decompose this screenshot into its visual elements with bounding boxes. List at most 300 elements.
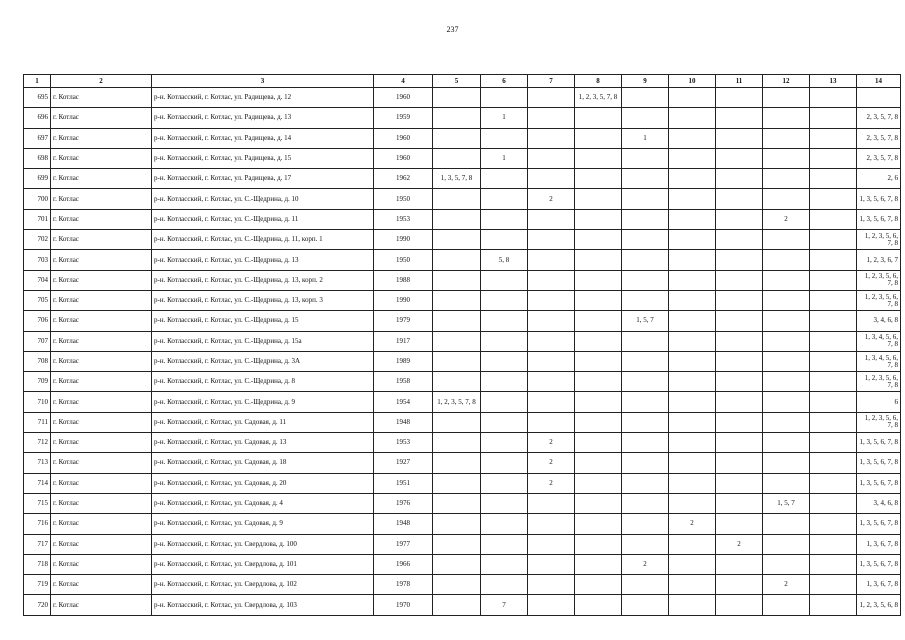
address-cell: р-н. Котласский, г. Котлас, ул. С.-Щедрина, д. 15 xyxy=(152,311,374,331)
row-number-cell: 712 xyxy=(24,433,51,453)
year-cell: 1950 xyxy=(374,189,433,209)
col-9-cell xyxy=(622,148,669,168)
column-header: 13 xyxy=(810,75,857,88)
col-8-cell xyxy=(575,311,622,331)
col-6-cell xyxy=(481,514,528,534)
address-cell: р-н. Котласский, г. Котлас, ул. С.-Щедрина, д. 13 xyxy=(152,250,374,270)
city-cell: г. Котлас xyxy=(51,108,152,128)
col-7-cell xyxy=(528,412,575,432)
col-7-cell: 2 xyxy=(528,433,575,453)
col-12-cell xyxy=(763,473,810,493)
table-row xyxy=(24,148,901,168)
col-8-cell xyxy=(575,209,622,229)
row-number-cell: 696 xyxy=(24,108,51,128)
col-8-cell xyxy=(575,473,622,493)
col-7-cell xyxy=(528,290,575,310)
row-number-cell: 698 xyxy=(24,148,51,168)
column-header: 9 xyxy=(622,75,669,88)
col-8-cell xyxy=(575,514,622,534)
col-7-cell xyxy=(528,575,575,595)
col-10-cell xyxy=(669,169,716,189)
col-6-cell xyxy=(481,128,528,148)
column-header: 11 xyxy=(716,75,763,88)
col-5-cell xyxy=(433,493,481,513)
col-13-cell xyxy=(810,311,857,331)
column-header: 5 xyxy=(433,75,481,88)
col-12-cell xyxy=(763,169,810,189)
col-7-cell: 2 xyxy=(528,473,575,493)
address-cell: р-н. Котласский, г. Котлас, ул. С.-Щедрина, д. 9 xyxy=(152,392,374,412)
year-cell: 1954 xyxy=(374,392,433,412)
address-cell: р-н. Котласский, г. Котлас, ул. Свердлова, д. 100 xyxy=(152,534,374,554)
year-cell: 1978 xyxy=(374,575,433,595)
col-10-cell xyxy=(669,351,716,371)
col-11-cell xyxy=(716,189,763,209)
column-header: 14 xyxy=(857,75,901,88)
row-number-cell: 705 xyxy=(24,290,51,310)
col-5-cell xyxy=(433,534,481,554)
column-header: 4 xyxy=(374,75,433,88)
col-8-cell xyxy=(575,392,622,412)
col-12-cell xyxy=(763,331,810,351)
year-cell: 1951 xyxy=(374,473,433,493)
row-number-cell: 703 xyxy=(24,250,51,270)
year-cell: 1948 xyxy=(374,412,433,432)
col-13-cell xyxy=(810,514,857,534)
col-7-cell xyxy=(528,88,575,108)
col-7-cell xyxy=(528,169,575,189)
table-row xyxy=(24,311,901,331)
year-cell: 1962 xyxy=(374,169,433,189)
city-cell: г. Котлас xyxy=(51,493,152,513)
column-header: 3 xyxy=(152,75,374,88)
col-6-cell xyxy=(481,453,528,473)
col-12-cell xyxy=(763,433,810,453)
col-14-cell: 1, 2, 3, 5, 6, 7, 8 xyxy=(857,270,901,290)
address-cell: р-н. Котласский, г. Котлас, ул. С.-Щедрина, д. 15а xyxy=(152,331,374,351)
col-8-cell xyxy=(575,331,622,351)
col-13-cell xyxy=(810,88,857,108)
col-11-cell xyxy=(716,209,763,229)
row-number-cell: 708 xyxy=(24,351,51,371)
col-14-cell: 1, 2, 3, 5, 6, 8 xyxy=(857,595,901,615)
col-13-cell xyxy=(810,575,857,595)
col-13-cell xyxy=(810,209,857,229)
col-5-cell xyxy=(433,473,481,493)
year-cell: 1958 xyxy=(374,372,433,392)
col-11-cell xyxy=(716,473,763,493)
col-9-cell xyxy=(622,473,669,493)
col-9-cell xyxy=(622,595,669,615)
col-10-cell xyxy=(669,433,716,453)
row-number-cell: 711 xyxy=(24,412,51,432)
col-8-cell xyxy=(575,595,622,615)
col-9-cell xyxy=(622,514,669,534)
col-13-cell xyxy=(810,595,857,615)
table-row xyxy=(24,433,901,453)
table-row xyxy=(24,412,901,432)
table-body xyxy=(24,88,901,616)
col-11-cell xyxy=(716,311,763,331)
address-cell: р-н. Котласский, г. Котлас, ул. Садовая, д. 13 xyxy=(152,433,374,453)
col-10-cell xyxy=(669,148,716,168)
col-14-cell: 1, 3, 5, 6, 7, 8 xyxy=(857,514,901,534)
col-11-cell xyxy=(716,108,763,128)
col-10-cell xyxy=(669,88,716,108)
year-cell: 1990 xyxy=(374,230,433,250)
col-8-cell xyxy=(575,270,622,290)
row-number-cell: 715 xyxy=(24,493,51,513)
city-cell: г. Котлас xyxy=(51,230,152,250)
col-12-cell: 1, 5, 7 xyxy=(763,493,810,513)
col-5-cell xyxy=(433,331,481,351)
col-14-cell: 2, 3, 5, 7, 8 xyxy=(857,148,901,168)
table-row xyxy=(24,453,901,473)
col-9-cell xyxy=(622,392,669,412)
col-9-cell xyxy=(622,88,669,108)
col-8-cell xyxy=(575,351,622,371)
col-5-cell xyxy=(433,290,481,310)
city-cell: г. Котлас xyxy=(51,290,152,310)
col-11-cell xyxy=(716,493,763,513)
col-14-cell: 1, 2, 3, 5, 6, 7, 8 xyxy=(857,412,901,432)
col-12-cell xyxy=(763,108,810,128)
col-11-cell xyxy=(716,412,763,432)
col-6-cell xyxy=(481,554,528,574)
col-10-cell xyxy=(669,230,716,250)
col-5-cell xyxy=(433,514,481,534)
col-10-cell xyxy=(669,128,716,148)
col-6-cell xyxy=(481,372,528,392)
col-14-cell: 1, 2, 3, 5, 6, 7, 8 xyxy=(857,290,901,310)
col-14-cell: 2, 3, 5, 7, 8 xyxy=(857,128,901,148)
year-cell: 1948 xyxy=(374,514,433,534)
col-8-cell xyxy=(575,453,622,473)
col-10-cell xyxy=(669,372,716,392)
col-5-cell xyxy=(433,453,481,473)
city-cell: г. Котлас xyxy=(51,270,152,290)
page-number: 237 xyxy=(446,25,459,34)
col-7-cell xyxy=(528,250,575,270)
col-5-cell xyxy=(433,433,481,453)
address-cell: р-н. Котласский, г. Котлас, ул. Свердлова, д. 101 xyxy=(152,554,374,574)
col-6-cell xyxy=(481,575,528,595)
city-cell: г. Котлас xyxy=(51,88,152,108)
city-cell: г. Котлас xyxy=(51,453,152,473)
year-cell: 1950 xyxy=(374,250,433,270)
col-5-cell xyxy=(433,351,481,371)
col-11-cell xyxy=(716,372,763,392)
table-row xyxy=(24,169,901,189)
col-7-cell: 2 xyxy=(528,453,575,473)
table-row xyxy=(24,575,901,595)
row-number-cell: 713 xyxy=(24,453,51,473)
col-5-cell xyxy=(433,554,481,574)
col-8-cell xyxy=(575,554,622,574)
year-cell: 1966 xyxy=(374,554,433,574)
col-11-cell xyxy=(716,331,763,351)
address-cell: р-н. Котласский, г. Котлас, ул. С.-Щедрина, д. 8 xyxy=(152,372,374,392)
col-5-cell xyxy=(433,108,481,128)
col-13-cell xyxy=(810,433,857,453)
col-11-cell xyxy=(716,128,763,148)
col-6-cell xyxy=(481,169,528,189)
col-5-cell xyxy=(433,595,481,615)
col-7-cell xyxy=(528,311,575,331)
col-6-cell xyxy=(481,534,528,554)
col-8-cell xyxy=(575,412,622,432)
col-14-cell: 2, 3, 5, 7, 8 xyxy=(857,108,901,128)
table-row xyxy=(24,554,901,574)
col-11-cell xyxy=(716,453,763,473)
col-8-cell xyxy=(575,189,622,209)
address-cell: р-н. Котласский, г. Котлас, ул. Свердлова, д. 102 xyxy=(152,575,374,595)
col-8-cell xyxy=(575,230,622,250)
col-6-cell xyxy=(481,230,528,250)
col-11-cell xyxy=(716,88,763,108)
col-6-cell xyxy=(481,290,528,310)
col-10-cell xyxy=(669,534,716,554)
col-7-cell xyxy=(528,209,575,229)
col-14-cell: 2, 6 xyxy=(857,169,901,189)
year-cell: 1990 xyxy=(374,290,433,310)
col-7-cell xyxy=(528,148,575,168)
col-14-cell: 1, 3, 4, 5, 6, 7, 8 xyxy=(857,351,901,371)
col-9-cell: 1, 5, 7 xyxy=(622,311,669,331)
col-11-cell xyxy=(716,169,763,189)
col-9-cell: 2 xyxy=(622,554,669,574)
col-12-cell xyxy=(763,351,810,371)
table-row xyxy=(24,88,901,108)
col-11-cell xyxy=(716,554,763,574)
row-number-cell: 702 xyxy=(24,230,51,250)
col-6-cell xyxy=(481,412,528,432)
col-10-cell: 2 xyxy=(669,514,716,534)
col-13-cell xyxy=(810,331,857,351)
column-header: 6 xyxy=(481,75,528,88)
col-10-cell xyxy=(669,290,716,310)
col-14-cell: 1, 3, 5, 6, 7, 8 xyxy=(857,473,901,493)
row-number-cell: 717 xyxy=(24,534,51,554)
col-6-cell: 5, 8 xyxy=(481,250,528,270)
col-6-cell xyxy=(481,433,528,453)
col-9-cell xyxy=(622,189,669,209)
col-13-cell xyxy=(810,169,857,189)
city-cell: г. Котлас xyxy=(51,595,152,615)
col-5-cell xyxy=(433,148,481,168)
year-cell: 1927 xyxy=(374,453,433,473)
header-row xyxy=(24,75,901,88)
col-12-cell xyxy=(763,372,810,392)
address-cell: р-н. Котласский, г. Котлас, ул. С.-Щедрина, д. 3А xyxy=(152,351,374,371)
year-cell: 1959 xyxy=(374,108,433,128)
year-cell: 1988 xyxy=(374,270,433,290)
col-13-cell xyxy=(810,351,857,371)
col-7-cell xyxy=(528,534,575,554)
col-11-cell xyxy=(716,351,763,371)
col-9-cell xyxy=(622,575,669,595)
col-9-cell xyxy=(622,331,669,351)
year-cell: 1917 xyxy=(374,331,433,351)
col-6-cell xyxy=(481,189,528,209)
row-number-cell: 716 xyxy=(24,514,51,534)
col-5-cell xyxy=(433,311,481,331)
col-12-cell xyxy=(763,595,810,615)
col-14-cell: 1, 3, 6, 7, 8 xyxy=(857,575,901,595)
city-cell: г. Котлас xyxy=(51,128,152,148)
col-10-cell xyxy=(669,412,716,432)
city-cell: г. Котлас xyxy=(51,534,152,554)
city-cell: г. Котлас xyxy=(51,209,152,229)
col-13-cell xyxy=(810,392,857,412)
row-number-cell: 719 xyxy=(24,575,51,595)
column-header: 12 xyxy=(763,75,810,88)
col-7-cell xyxy=(528,392,575,412)
col-6-cell: 1 xyxy=(481,108,528,128)
city-cell: г. Котлас xyxy=(51,412,152,432)
col-12-cell xyxy=(763,412,810,432)
col-10-cell xyxy=(669,473,716,493)
col-13-cell xyxy=(810,108,857,128)
row-number-cell: 710 xyxy=(24,392,51,412)
table-row xyxy=(24,595,901,615)
col-11-cell xyxy=(716,250,763,270)
year-cell: 1960 xyxy=(374,128,433,148)
col-9-cell xyxy=(622,412,669,432)
address-cell: р-н. Котласский, г. Котлас, ул. Радищева, д. 12 xyxy=(152,88,374,108)
col-10-cell xyxy=(669,392,716,412)
col-12-cell xyxy=(763,392,810,412)
col-9-cell xyxy=(622,453,669,473)
address-cell: р-н. Котласский, г. Котлас, ул. С.-Щедрина, д. 11, корп. 1 xyxy=(152,230,374,250)
row-number-cell: 718 xyxy=(24,554,51,574)
col-10-cell xyxy=(669,493,716,513)
col-9-cell xyxy=(622,372,669,392)
col-14-cell: 1, 2, 3, 5, 6, 7, 8 xyxy=(857,372,901,392)
column-header: 1 xyxy=(24,75,51,88)
col-6-cell xyxy=(481,209,528,229)
table-row xyxy=(24,514,901,534)
address-cell: р-н. Котласский, г. Котлас, ул. С.-Щедрина, д. 13, корп. 2 xyxy=(152,270,374,290)
col-7-cell: 2 xyxy=(528,189,575,209)
col-13-cell xyxy=(810,250,857,270)
col-14-cell: 1, 3, 4, 5, 6, 7, 8 xyxy=(857,331,901,351)
col-10-cell xyxy=(669,331,716,351)
col-6-cell: 1 xyxy=(481,148,528,168)
city-cell: г. Котлас xyxy=(51,189,152,209)
col-12-cell xyxy=(763,148,810,168)
col-5-cell xyxy=(433,372,481,392)
col-12-cell: 2 xyxy=(763,575,810,595)
col-9-cell xyxy=(622,230,669,250)
col-8-cell xyxy=(575,575,622,595)
col-10-cell xyxy=(669,595,716,615)
col-12-cell xyxy=(763,189,810,209)
col-8-cell xyxy=(575,169,622,189)
col-7-cell xyxy=(528,372,575,392)
row-number-cell: 709 xyxy=(24,372,51,392)
col-7-cell xyxy=(528,351,575,371)
col-9-cell xyxy=(622,351,669,371)
col-13-cell xyxy=(810,453,857,473)
city-cell: г. Котлас xyxy=(51,514,152,534)
col-14-cell: 6 xyxy=(857,392,901,412)
col-13-cell xyxy=(810,148,857,168)
col-7-cell xyxy=(528,493,575,513)
row-number-cell: 695 xyxy=(24,88,51,108)
col-13-cell xyxy=(810,270,857,290)
table-row xyxy=(24,128,901,148)
col-11-cell xyxy=(716,290,763,310)
col-9-cell xyxy=(622,169,669,189)
city-cell: г. Котлас xyxy=(51,473,152,493)
year-cell: 1977 xyxy=(374,534,433,554)
col-13-cell xyxy=(810,372,857,392)
col-9-cell xyxy=(622,433,669,453)
col-11-cell xyxy=(716,230,763,250)
col-13-cell xyxy=(810,534,857,554)
city-cell: г. Котлас xyxy=(51,148,152,168)
row-number-cell: 701 xyxy=(24,209,51,229)
city-cell: г. Котлас xyxy=(51,372,152,392)
col-14-cell: 1, 3, 6, 7, 8 xyxy=(857,534,901,554)
column-header: 8 xyxy=(575,75,622,88)
col-6-cell xyxy=(481,392,528,412)
address-cell: р-н. Котласский, г. Котлас, ул. Радищева, д. 14 xyxy=(152,128,374,148)
city-cell: г. Котлас xyxy=(51,331,152,351)
col-14-cell: 1, 3, 5, 6, 7, 8 xyxy=(857,189,901,209)
col-9-cell xyxy=(622,270,669,290)
table-row xyxy=(24,351,901,371)
col-12-cell xyxy=(763,514,810,534)
city-cell: г. Котлас xyxy=(51,311,152,331)
col-11-cell xyxy=(716,148,763,168)
col-12-cell xyxy=(763,554,810,574)
col-12-cell xyxy=(763,88,810,108)
address-cell: р-н. Котласский, г. Котлас, ул. Садовая, д. 11 xyxy=(152,412,374,432)
col-13-cell xyxy=(810,493,857,513)
col-14-cell: 1, 3, 5, 6, 7, 8 xyxy=(857,453,901,473)
address-cell: р-н. Котласский, г. Котлас, ул. Садовая, д. 20 xyxy=(152,473,374,493)
year-cell: 1979 xyxy=(374,311,433,331)
col-11-cell xyxy=(716,270,763,290)
col-11-cell xyxy=(716,514,763,534)
col-11-cell: 2 xyxy=(716,534,763,554)
row-number-cell: 707 xyxy=(24,331,51,351)
address-cell: р-н. Котласский, г. Котлас, ул. Свердлова, д. 103 xyxy=(152,595,374,615)
col-8-cell xyxy=(575,493,622,513)
column-header: 2 xyxy=(51,75,152,88)
col-12-cell xyxy=(763,270,810,290)
col-7-cell xyxy=(528,554,575,574)
row-number-cell: 699 xyxy=(24,169,51,189)
address-cell: р-н. Котласский, г. Котлас, ул. С.-Щедрина, д. 11 xyxy=(152,209,374,229)
col-5-cell xyxy=(433,128,481,148)
address-cell: р-н. Котласский, г. Котлас, ул. Радищева, д. 13 xyxy=(152,108,374,128)
col-8-cell: 1, 2, 3, 5, 7, 8 xyxy=(575,88,622,108)
col-5-cell xyxy=(433,230,481,250)
col-12-cell xyxy=(763,290,810,310)
col-8-cell xyxy=(575,534,622,554)
col-10-cell xyxy=(669,453,716,473)
col-5-cell xyxy=(433,189,481,209)
register-table xyxy=(23,74,901,616)
city-cell: г. Котлас xyxy=(51,250,152,270)
col-7-cell xyxy=(528,230,575,250)
table-row xyxy=(24,493,901,513)
col-7-cell xyxy=(528,514,575,534)
col-14-cell: 1, 2, 3, 5, 6, 7, 8 xyxy=(857,230,901,250)
